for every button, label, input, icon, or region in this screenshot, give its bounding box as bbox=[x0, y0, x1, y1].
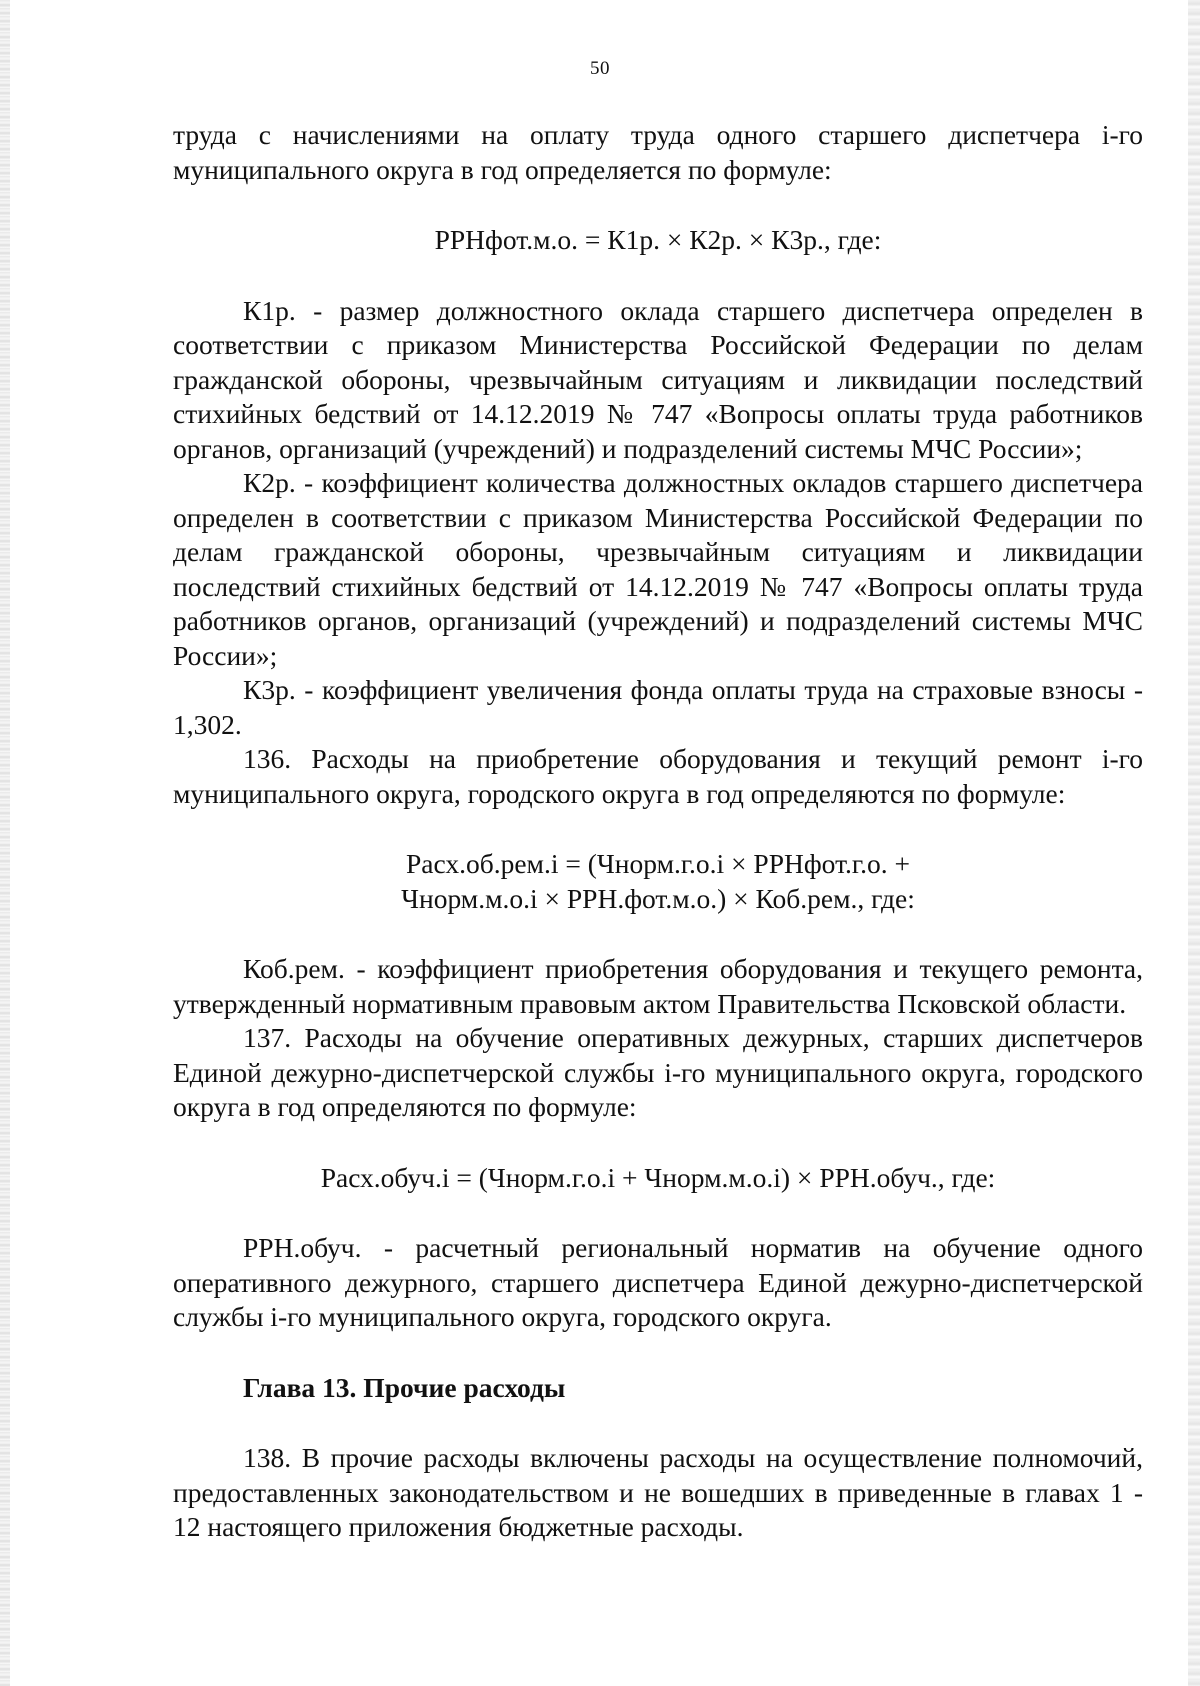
document-body bbox=[173, 118, 1143, 1545]
chapter-13-heading: Глава 13. Прочие расходы bbox=[243, 1371, 566, 1403]
formula-rrn-fot-mo: РРНфот.м.о. = К1р. × К2р. × К3р., где: bbox=[434, 224, 882, 255]
spacer bbox=[173, 811, 1143, 847]
scan-edge-right bbox=[1188, 0, 1200, 1686]
spacer bbox=[173, 1335, 1143, 1371]
spacer bbox=[173, 187, 1143, 223]
paragraph-continuation: труда с начислениями на оплату труда одного старшего диспетчера i-го муниципального округа в год определяется по формуле: bbox=[173, 119, 1143, 185]
spacer bbox=[173, 258, 1143, 294]
paragraph-138: 138. В прочие расходы включены расходы на осуществление полномочий, предоставленных законодательством и не вошедших в приведенные в главах 1 - 12 настоящего приложения бюджетные расходы. bbox=[173, 1442, 1143, 1542]
spacer bbox=[173, 1195, 1143, 1231]
definition-k1: К1р. - размер должностного оклада старшего диспетчера определен в соответствии с приказом Министерства Российской Федерации по делам гражданской обороны, чрезвычайным ситуациям и ликвидации последствий стихийных бедствий от 14.12.2019 № 747 «Вопросы оплаты труда работников органов, организаций (учреждений) и подразделений системы МЧС России»; bbox=[173, 294, 1143, 464]
page-number: 50 bbox=[590, 58, 610, 79]
formula-rasx-ob-rem-line2: Чнорм.м.о.i × РРН.фот.м.о.) × Коб.рем., где: bbox=[401, 882, 915, 914]
formula-rasx-ob-rem-line1: Расх.об.рем.i = (Чнорм.г.о.i × РРНфот.г.о. + bbox=[406, 848, 910, 879]
paragraph-137: 137. Расходы на обучение оперативных дежурных, старших диспетчеров Единой дежурно-диспетчерской службы i-го муниципального округа, городского округа в год определяются по формуле: bbox=[173, 1022, 1143, 1122]
definition-k2: К2р. - коэффициент количества должностных окладов старшего диспетчера определен в соответствии с приказом Министерства Российской Федерации по делам гражданской обороны, чрезвычайным ситуациям и ликвидации последствий стихийных бедствий от 14.12.2019 № 747 «Вопросы оплаты труда работников органов, организаций (учреждений) и подразделений системы МЧС России»; bbox=[173, 467, 1143, 671]
formula-rasx-obuch: Расх.обуч.i = (Чнорм.г.о.i + Чнорм.м.о.i) × РРН.обуч., где: bbox=[320, 1161, 996, 1193]
spacer bbox=[173, 1405, 1143, 1441]
scan-edge-left bbox=[0, 0, 10, 1686]
spacer bbox=[173, 916, 1143, 952]
definition-k3: К3р. - коэффициент увеличения фонда оплаты труда на страховые взносы - 1,302. bbox=[173, 674, 1143, 740]
definition-kob-rem: Коб.рем. - коэффициент приобретения оборудования и текущего ремонта, утвержденный нормативным правовым актом Правительства Псковской области. bbox=[173, 953, 1143, 1019]
definition-rrn-obuch: РРН.обуч. - расчетный региональный норматив на обучение одного оперативного дежурного, старшего диспетчера Единой дежурно-диспетчерской службы i-го муниципального округа, городского округа. bbox=[173, 1232, 1143, 1332]
spacer bbox=[173, 1125, 1143, 1161]
paragraph-136: 136. Расходы на приобретение оборудования и текущий ремонт i-го муниципального округа, городского округа в год определяются по формуле: bbox=[173, 743, 1143, 809]
